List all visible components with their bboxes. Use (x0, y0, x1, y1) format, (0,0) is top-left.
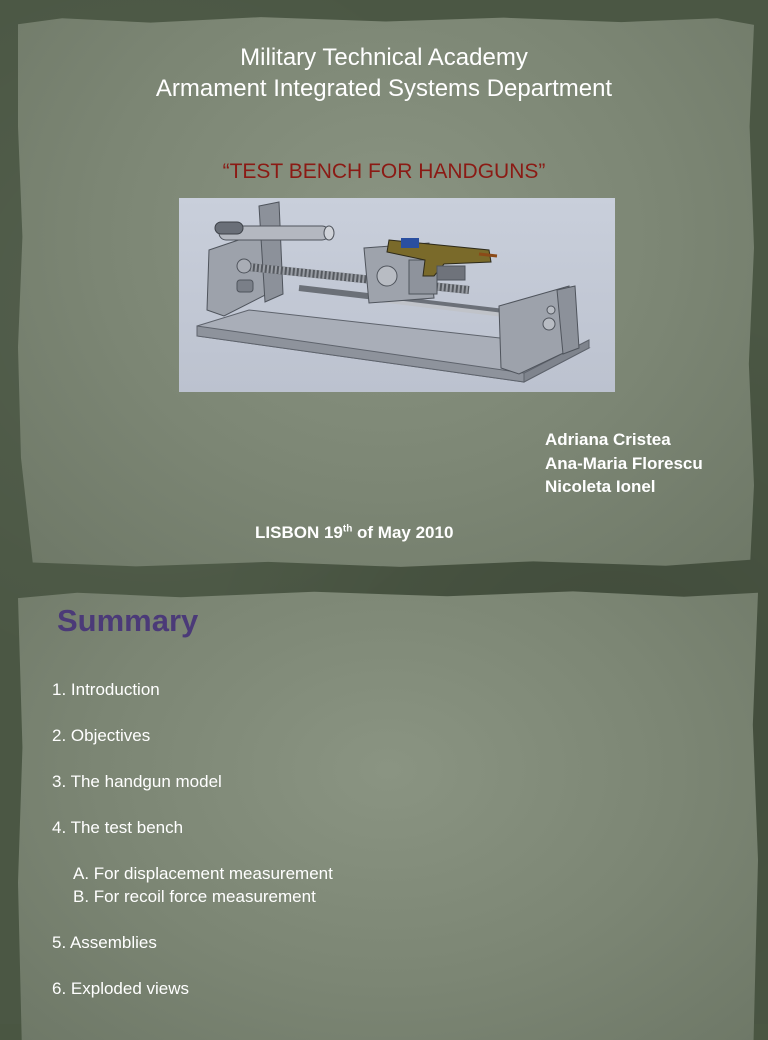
toc-item: 2. Objectives (52, 726, 151, 745)
toc-item: 1. Introduction (52, 680, 160, 699)
author-name: Ana-Maria Florescu (545, 453, 703, 473)
author-name: Nicoleta Ionel (545, 477, 656, 496)
department-name: Armament Integrated Systems Department (155, 75, 613, 102)
toc-item: 4. The test bench (52, 818, 184, 837)
author-name: Adriana Cristea (545, 430, 671, 449)
author-list (545, 428, 703, 499)
toc-item: 5. Assemblies (52, 933, 157, 952)
institution-name: Military Technical Academy (240, 44, 528, 71)
toc-subitem: A. For displacement measurement (73, 864, 333, 883)
presentation-title: “TEST BENCH FOR HANDGUNS” (222, 160, 546, 183)
toc-item: 3. The handgun model (52, 772, 222, 791)
presentation-date: LISBON 19th of May 2010 (255, 523, 454, 542)
test-bench-image (179, 198, 615, 392)
test-bench-drawing (179, 198, 615, 392)
toc-item: 6. Exploded views (52, 979, 190, 998)
summary-slide (18, 590, 758, 1040)
toc-subitem: B. For recoil force measurement (73, 887, 316, 906)
summary-heading: Summary (57, 603, 199, 638)
